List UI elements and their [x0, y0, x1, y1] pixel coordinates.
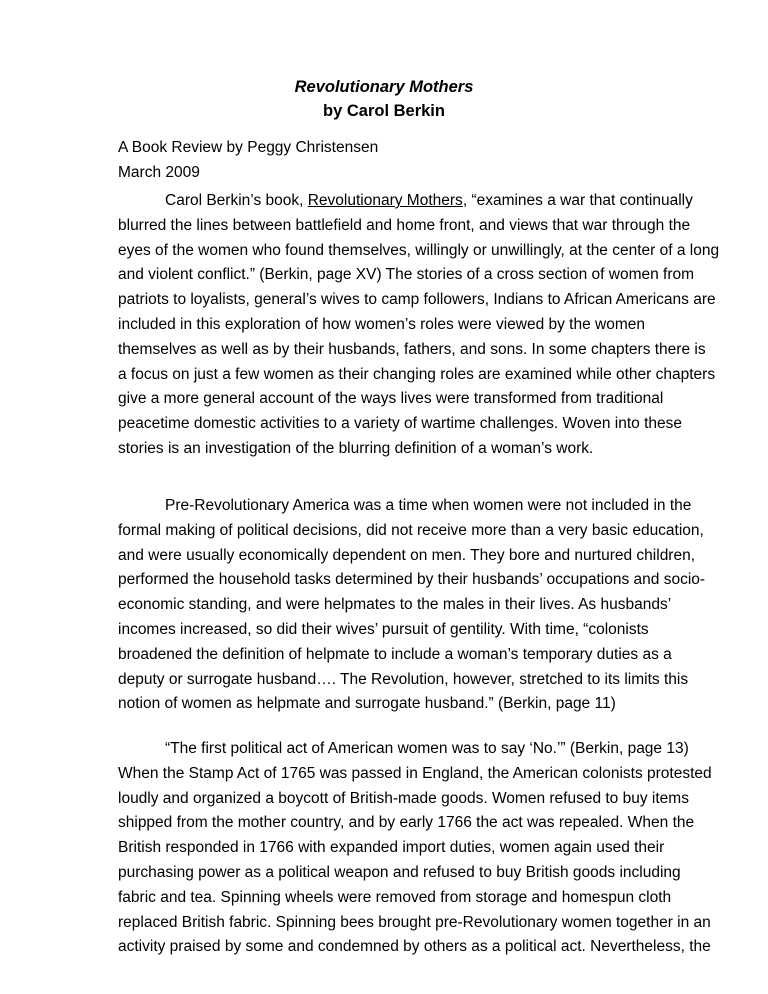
book-author: by Carol Berkin — [323, 102, 445, 120]
paragraph-line: included in this exploration of how women’s roles were viewed by the women — [118, 315, 645, 333]
paragraph-line — [118, 189, 693, 214]
paragraph-line: blurred the lines between battlefield and home front, and views that war through the — [118, 216, 691, 234]
underlined-book-title: Revolutionary Mothers — [307, 192, 463, 209]
review-date: March 2009 — [118, 164, 200, 181]
paragraph-line: themselves as well as by their husbands, fathers, and sons. In some chapters there is — [118, 340, 706, 358]
paragraph-line: loudly and organized a boycott of British-made goods. Women refused to buy items — [118, 789, 689, 807]
paragraph-line: British responded in 1766 with expanded import duties, women again used their — [118, 839, 665, 857]
paragraph-line: patriots to loyalists, general’s wives to camp followers, Indians to African Americans are — [118, 291, 716, 309]
paragraph-line: stories is an investigation of the blurring definition of a woman’s work. — [118, 439, 594, 457]
paragraph-line: give a more general account of the ways lives were transformed from traditional — [118, 390, 664, 408]
paragraph-line: broadened the definition of helpmate to include a woman’s temporary duties as a — [118, 645, 672, 663]
paragraph-line: notion of women as helpmate and surrogate husband.” (Berkin, page 11) — [118, 695, 616, 713]
paragraph-line: When the Stamp Act of 1765 was passed in England, the American colonists protested — [118, 764, 712, 782]
paragraph-line: economic standing, and were helpmates to the males in their lives. As husbands’ — [118, 596, 672, 614]
text-run: Carol Berkin’s book, — [165, 192, 308, 209]
paragraph-line: peacetime domestic activities to a variety of wartime challenges. Woven into these — [118, 415, 683, 433]
paragraph-1 — [118, 189, 720, 462]
paragraph-line: “The first political act of American women was to say ‘No.’” (Berkin, page 13) — [165, 740, 689, 757]
paragraph-line: deputy or surrogate husband…. The Revolution, however, stretched to its limits this — [118, 670, 689, 688]
book-title: Revolutionary Mothers — [294, 78, 474, 96]
paragraph-line: performed the household tasks determined by their husbands’ occupations and socio- — [118, 571, 706, 589]
paragraph-line: and violent conflict.” (Berkin, page XV) The stories of a cross section of women from — [118, 266, 695, 284]
paragraph-line: Pre-Revolutionary America was a time when women were not included in the — [165, 497, 692, 514]
paragraph-line: fabric and tea. Spinning wheels were removed from storage and homespun cloth — [118, 888, 672, 906]
title-block — [0, 75, 768, 123]
paragraph-line: replaced British fabric. Spinning bees brought pre-Revolutionary women together in an — [118, 913, 711, 931]
paragraph-line: incomes increased, so did their wives’ pursuit of gentility. With time, “colonists — [118, 620, 649, 638]
review-author: A Book Review by Peggy Christensen — [118, 139, 379, 156]
paragraph-line: purchasing power as a political weapon and refused to buy British goods including — [118, 863, 681, 881]
paragraph-3 — [118, 737, 712, 960]
paragraph-line: formal making of political decisions, did not receive more than a very basic education, — [118, 521, 704, 539]
paragraph-2 — [118, 494, 706, 717]
paragraph-line: activity praised by some and condemned by others as a political act. Nevertheless, the — [118, 938, 711, 956]
paragraph-line: shipped from the mother country, and by early 1766 the act was repealed. When the — [118, 814, 695, 832]
paragraph-line: a focus on just a few women as their changing roles are examined while other chapters — [118, 365, 716, 383]
paragraph-line: and were usually economically dependent on men. They bore and nurtured children, — [118, 546, 696, 564]
paragraph-line: eyes of the women who found themselves, willingly or unwillingly, at the center of a long — [118, 241, 720, 259]
text-run: , “examines a war that continually — [462, 192, 693, 209]
byline-block — [118, 135, 658, 185]
